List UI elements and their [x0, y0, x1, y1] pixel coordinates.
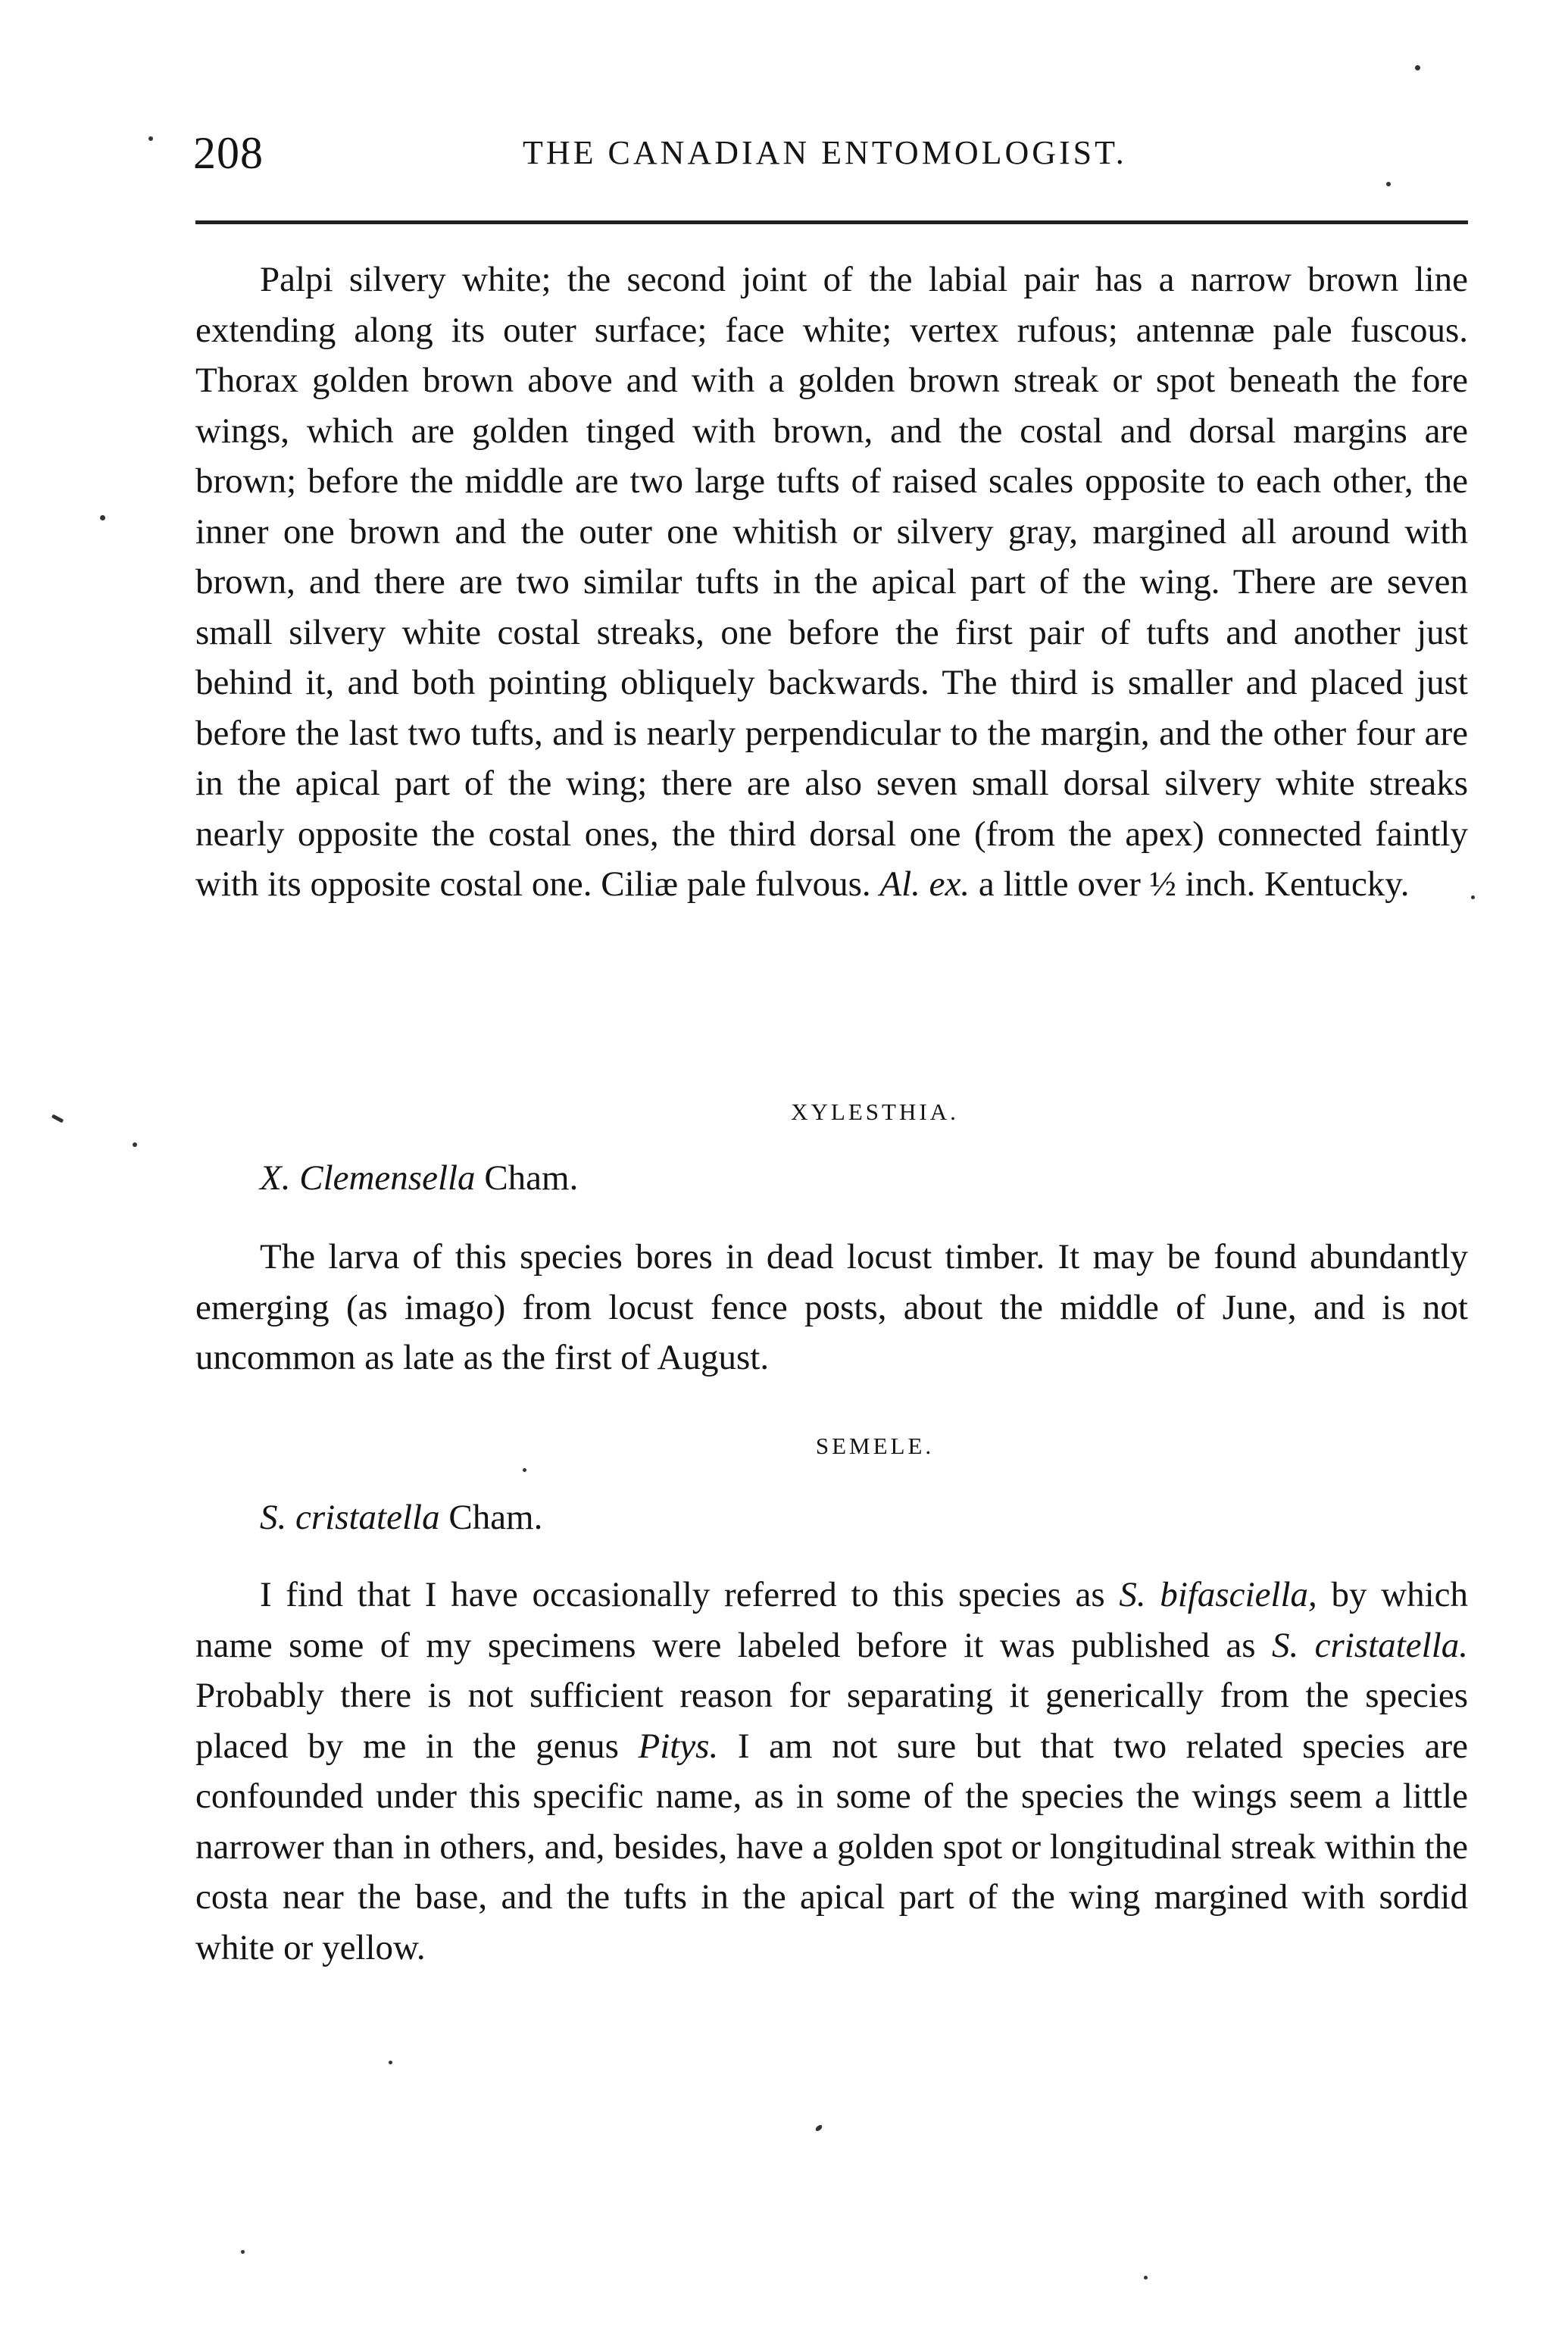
genus-heading-semele: SEMELE.	[815, 1433, 935, 1459]
scan-speck	[148, 136, 153, 141]
species-abbrev: S.	[260, 1498, 287, 1537]
species-abbrev: X.	[260, 1158, 291, 1198]
scan-speck	[1415, 65, 1420, 70]
scan-speck	[1144, 2276, 1148, 2280]
alar-expanse-abbrev: Al. ex.	[879, 864, 970, 904]
xylesthia-paragraph: The larva of this species bores in dead locust timber. It may be found abundantly emerging (as imago) from locust fence posts, about the middle of June, and is not uncommon as late as the first of August.	[195, 1237, 1468, 1377]
genus-heading-xylesthia: XYLESTHIA.	[791, 1098, 959, 1125]
description-text	[195, 255, 1468, 910]
scan-speck	[100, 515, 105, 520]
taxon-bifasciella: S. bifasciella,	[1119, 1575, 1317, 1614]
species-name: Clemensella	[299, 1158, 476, 1198]
semele-text-intro: I find that I have occasionally referred to this species as	[260, 1575, 1120, 1614]
scan-speck	[523, 1468, 526, 1472]
scan-speck	[389, 2061, 392, 2064]
species-line-clemensella	[260, 1153, 578, 1204]
description-body: Palpi silvery white; the second joint of the labial pair has a narrow brown line extending along its outer surface; face white; vertex rufous; antennæ pale fuscous. Thorax golden brown above and with a golden brown streak or spot beneath the fore wings, which are golden tinged with brown, and the costal and dorsal margins are brown; before the middle are two large tufts of raised scales opposite to each other, the inner one brown and the outer one whitish or silvery gray, margined all around with brown, and there are two similar tufts in the apical part of the wing. There are seven small silvery white costal streaks, one before the first pair of tufts and another just behind it, and both pointing obliquely backwards. The third is smaller and placed just before the last two tufts, and is nearly perpendicular to the margin, and the other four are in the apical part of the wing; there are also seven small dorsal silvery white streaks nearly opposite the costal ones, the third dorsal one (from the apex) connected faintly with its opposite costal one. Ciliæ pale fulvous.	[195, 260, 1468, 904]
page-number: 208	[193, 128, 264, 178]
scan-speck	[241, 2250, 245, 2254]
semele-text-end: I am not sure but that two related species are confounded under this specific name, as in some of the species the wings seem a little narrower than in others, and, besides, have a golden spot or longitudinal streak within the costa near the base, and the tufts in the apical part of the wing margined with sordid white or yellow.	[195, 1726, 1468, 1967]
species-author: Cham.	[448, 1498, 543, 1537]
running-title: THE CANADIAN ENTOMOLOGIST.	[523, 134, 1127, 171]
species-line-cristatella	[260, 1492, 542, 1543]
species-author: Cham.	[484, 1158, 579, 1198]
taxon-cristatella: S. cristatella.	[1272, 1625, 1468, 1665]
scan-speck	[52, 1114, 64, 1123]
semele-paragraph	[195, 1570, 1468, 1973]
scan-speck	[1386, 182, 1391, 186]
locality: Kentucky.	[1264, 864, 1410, 904]
header-rule	[195, 220, 1468, 224]
scan-speck	[1471, 895, 1475, 899]
scan-speck	[814, 2123, 823, 2132]
species-name: cristatella	[295, 1498, 440, 1537]
semele-text-mid2: Probably there is not sufficient reason for separating it generically from the species placed by me in the genus	[195, 1676, 1468, 1766]
taxon-pitys: Pitys.	[638, 1726, 719, 1766]
alar-expanse-measure: a little over ½ inch.	[978, 864, 1256, 904]
description-paragraph	[195, 255, 1468, 910]
semele-text-mid1: by which name some of my specimens were labeled before it was published as	[195, 1575, 1468, 1665]
scan-speck	[133, 1142, 137, 1147]
